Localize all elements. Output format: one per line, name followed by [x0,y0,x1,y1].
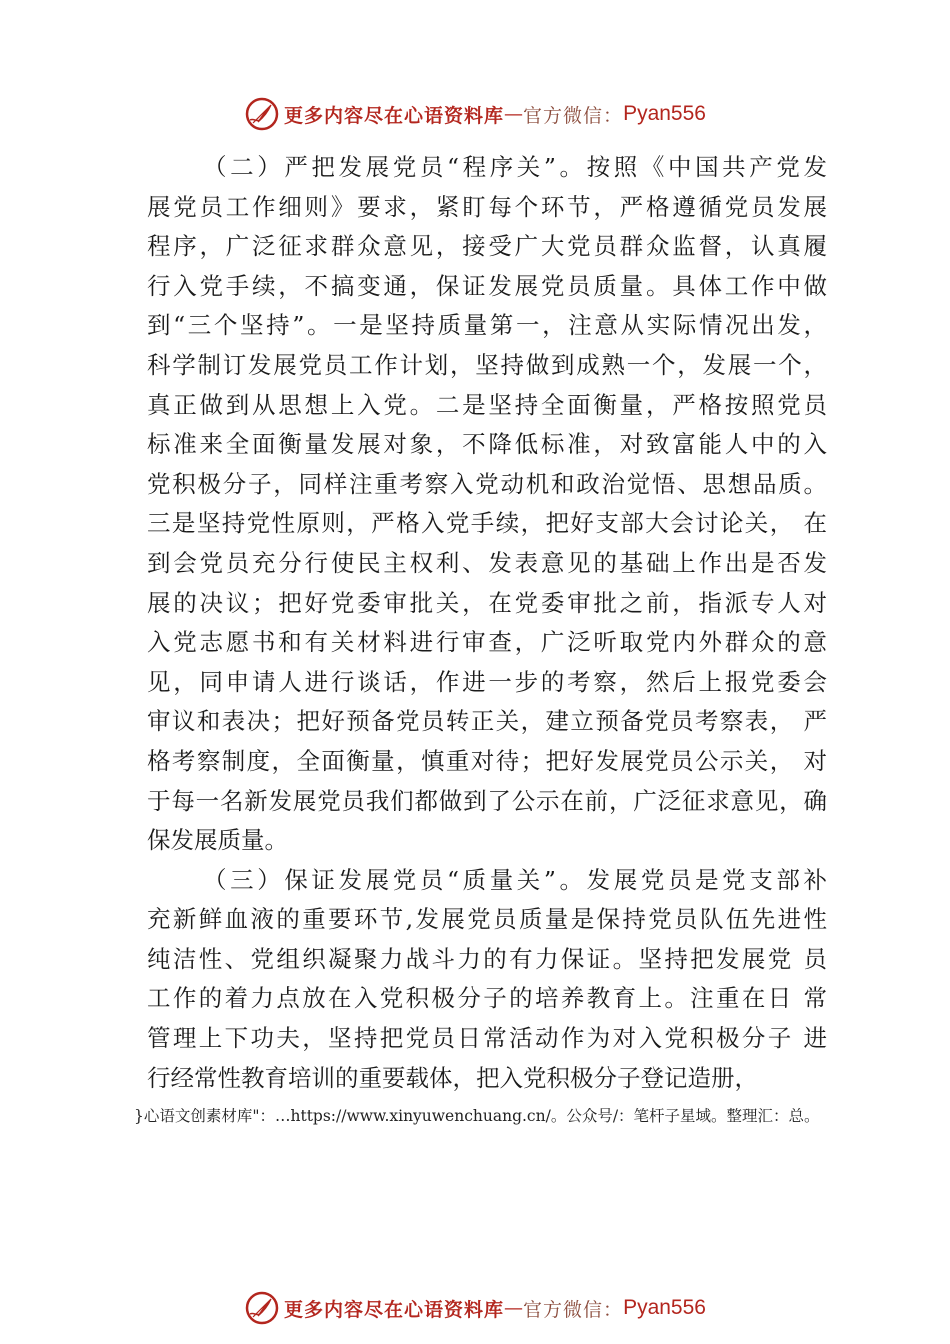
footer-banner [0,1286,950,1330]
banner-title: 更多内容尽在心语资料库 [284,1298,505,1321]
header-banner [0,92,950,136]
banner-title: 更多内容尽在心语资料库 [284,104,505,127]
text-line: 审议和表决；把好预备党员转正关，建立预备党员考察表， 严 [147,707,827,736]
banner-subtitle: 官方微信： [523,104,624,127]
text-line: 行经常性教育培训的重要载体，把入党积极分子登记造册， [147,1063,758,1092]
banner-wechat-id: Pyan556 [623,102,706,125]
text-line: 管理上下功夫，坚持把党员日常活动作为对入党积极分子 进 [147,1024,827,1053]
text-line: 展的决议；把好党委审批关，在党委审批之前，指派专人对 [147,588,827,617]
text-line: 于每一名新发展党员我们都做到了公示在前，广泛征求意见，确 [147,786,827,815]
text-line: 到“三个坚持”。一是坚持质量第一，注意从实际情况出发， [147,311,827,340]
text-line: 工作的着力点放在入党积极分子的培养教育上。注重在日 常 [147,984,827,1013]
text-line: 纯洁性、党组织凝聚力战斗力的有力保证。坚持把发展党 员 [147,944,827,973]
text-line: 充新鲜血液的重要环节,发展党员质量是保持党员队伍先进性 [147,905,827,934]
paragraph [147,861,827,1099]
quill-logo-icon [244,1290,280,1326]
text-line: 展党员工作细则》要求，紧盯每个环节，严格遵循党员发展 [147,192,827,221]
document-body [147,148,827,1098]
text-line: 保发展质量。 [147,826,288,855]
paragraph [147,148,827,861]
banner-dash: — [504,103,524,125]
text-line: （二）严把发展党员“程序关”。按照《中国共产党发 [203,153,827,181]
banner-subtitle: 官方微信： [523,1298,624,1321]
banner-dash: — [504,1297,524,1319]
text-line: 程序，广泛征求群众意见，接受广大党员群众监督，认真履 [147,232,827,261]
text-line: （三）保证发展党员“质量关”。发展党员是党支部补 [203,865,827,894]
text-line: 到会党员充分行使民主权利、发表意见的基础上作出是否发 [147,548,827,577]
source-note: }心语文创素材库"：…https://www.xinyuwenchuang.cn/。公众号/：笔杆子星域。整理汇：总。 [134,1107,820,1125]
text-line: 格考察制度，全面衡量，慎重对待；把好发展党员公示关， 对 [147,746,827,775]
text-line: 行入党手续，不搞变通，保证发展党员质量。具体工作中做 [147,271,827,300]
text-line: 科学制订发展党员工作计划，坚持做到成熟一个，发展一个， [147,350,827,379]
text-line: 标准来全面衡量发展对象，不降低标准，对致富能人中的入 [147,430,827,459]
text-line: 见，同申请人进行谈话，作进一步的考察，然后上报党委会 [147,667,827,696]
text-line: 三是坚持党性原则，严格入党手续，把好支部大会讨论关， 在 [147,509,827,538]
text-line: 入党志愿书和有关材料进行审查，广泛听取党内外群众的意 [147,628,827,657]
text-line: 党积极分子，同样注重考察入党动机和政治觉悟、思想品质。 [147,469,827,498]
banner-wechat-id: Pyan556 [623,1296,706,1319]
quill-logo-icon [244,96,280,132]
text-line: 真正做到从思想上入党。二是坚持全面衡量，严格按照党员 [147,390,827,419]
